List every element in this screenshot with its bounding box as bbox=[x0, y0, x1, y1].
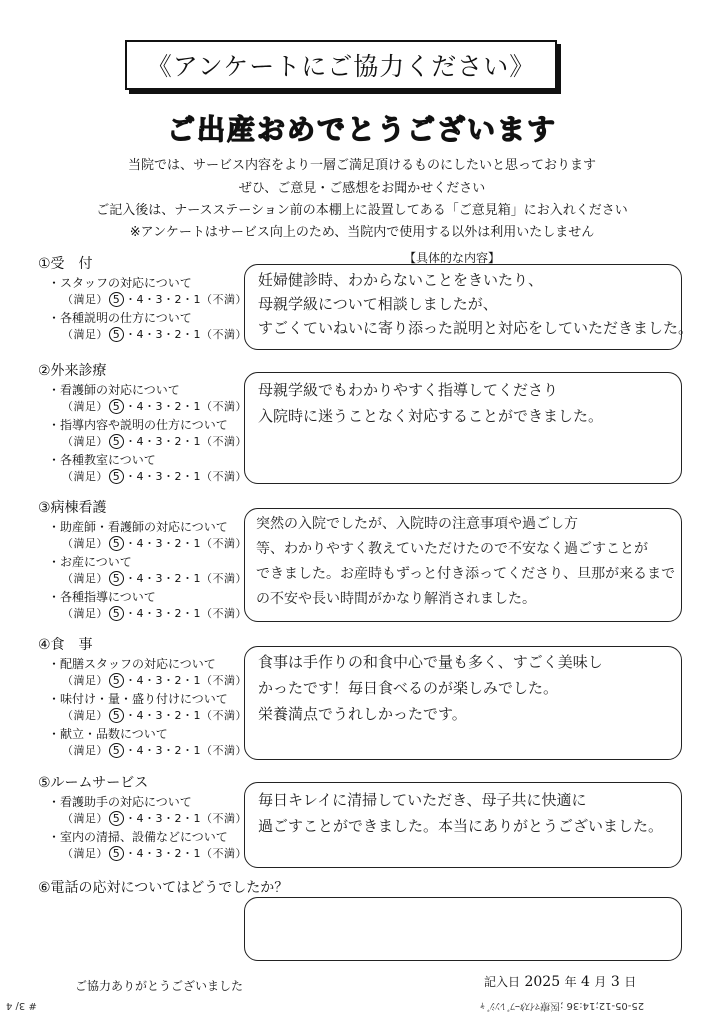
handwritten-comment: かったです！毎日食べるのが楽しみでした。 bbox=[258, 679, 559, 697]
question-label: ・助産師・看護師の対応について bbox=[48, 520, 228, 534]
rating-row[interactable]: （満足） 5 ・4・3・2・1（不満） bbox=[62, 328, 247, 341]
question-label: ・看護師の対応について bbox=[48, 383, 180, 397]
entry-date: 記入日 2025 年 4 月 3 日 bbox=[484, 974, 637, 990]
handwritten-comment: 食事は手作りの和食中心で量も多く、すごく美味し bbox=[258, 653, 603, 671]
handwritten-comment: すごくていねいに寄り添った説明と対応をしていただきました。 bbox=[258, 319, 694, 337]
section-title: ②外来診療 bbox=[38, 363, 107, 379]
rating-selected: 5 bbox=[109, 399, 124, 414]
rating-selected: 5 bbox=[109, 327, 124, 342]
handwritten-comment: できました。お産時もずっと付き添ってくださり、旦那が来るまで bbox=[256, 566, 676, 582]
section-title: ⑤ルームサービス bbox=[38, 775, 149, 791]
rating-row[interactable]: （満足） 5 ・4・3・2・1（不満） bbox=[62, 607, 247, 620]
section-title: ④食 事 bbox=[38, 637, 93, 653]
intro-line: ぜひ、ご意見・ご感想をお聞かせください bbox=[238, 181, 486, 196]
rating-row[interactable]: （満足） 5 ・4・3・2・1（不満） bbox=[62, 709, 247, 722]
fax-header-stamp: # 3/ 4 bbox=[6, 1000, 37, 1011]
section-title: ⑥電話の応対についてはどうでしたか？ bbox=[38, 880, 289, 896]
rating-selected: 5 bbox=[109, 708, 124, 723]
comment-box[interactable] bbox=[244, 897, 682, 961]
question-label: ・指導内容や説明の仕方について bbox=[48, 418, 228, 432]
fax-header-stamp: 25-05-12;14:36 ;医療ﾏｲｽﾀｰﾌﾞﾚﾝｼﾞｬ bbox=[480, 1000, 645, 1011]
question-label: ・配膳スタッフの対応について bbox=[48, 657, 216, 671]
rating-selected: 5 bbox=[109, 606, 124, 621]
question-label: ・各種指導について bbox=[48, 590, 156, 604]
question-label: ・室内の清掃、設備などについて bbox=[48, 830, 228, 844]
rating-selected: 5 bbox=[109, 811, 124, 826]
rating-selected: 5 bbox=[109, 846, 124, 861]
question-label: ・お産について bbox=[48, 555, 132, 569]
rating-row[interactable]: （満足） 5 ・4・3・2・1（不満） bbox=[62, 847, 247, 860]
thanks-text: ご協力ありがとうございました bbox=[75, 979, 244, 993]
rating-selected: 5 bbox=[109, 469, 124, 484]
rating-row[interactable]: （満足） 5 ・4・3・2・1（不満） bbox=[62, 293, 247, 306]
intro-line: ご記入後は、ナースステーション前の本棚上に設置してある「ご意見箱」にお入れください bbox=[96, 203, 628, 218]
handwritten-comment: 母親学級について相談しましたが、 bbox=[258, 295, 498, 313]
handwritten-comment: 妊婦健診時、わからないことをきいたり、 bbox=[258, 271, 544, 289]
rating-row[interactable]: （満足） 5 ・4・3・2・1（不満） bbox=[62, 470, 247, 483]
question-label: ・味付け・量・盛り付けについて bbox=[48, 692, 228, 706]
survey-title: 《アンケートにご協力ください》 bbox=[125, 40, 557, 90]
rating-row[interactable]: （満足） 5 ・4・3・2・1（不満） bbox=[62, 435, 247, 448]
handwritten-comment: 過ごすことができました。本当にありがとうございました。 bbox=[258, 817, 664, 835]
handwritten-comment: 毎日キレイに清掃していただき、母子共に快適に bbox=[258, 791, 587, 809]
question-label: ・各種教室について bbox=[48, 453, 156, 467]
detail-label: 【具体的な内容】 bbox=[404, 251, 501, 265]
rating-row[interactable]: （満足） 5 ・4・3・2・1（不満） bbox=[62, 812, 247, 825]
question-label: ・各種説明の仕方について bbox=[48, 311, 192, 325]
rating-selected: 5 bbox=[109, 536, 124, 551]
rating-row[interactable]: （満足） 5 ・4・3・2・1（不満） bbox=[62, 400, 247, 413]
rating-selected: 5 bbox=[109, 292, 124, 307]
section-title: ③病棟看護 bbox=[38, 500, 107, 516]
rating-row[interactable]: （満足） 5 ・4・3・2・1（不満） bbox=[62, 674, 247, 687]
handwritten-comment: 栄養満点でうれしかったです。 bbox=[258, 705, 467, 723]
congratulations-heading: ご出産おめでとうございます bbox=[166, 113, 557, 146]
handwritten-comment: 母親学級でもわかりやすく指導してくださり bbox=[258, 381, 559, 399]
question-label: ・看護助手の対応について bbox=[48, 795, 192, 809]
rating-row[interactable]: （満足） 5 ・4・3・2・1（不満） bbox=[62, 537, 247, 550]
rating-row[interactable]: （満足） 5 ・4・3・2・1（不満） bbox=[62, 572, 247, 585]
rating-selected: 5 bbox=[109, 673, 124, 688]
rating-selected: 5 bbox=[109, 434, 124, 449]
question-label: ・スタッフの対応について bbox=[48, 276, 192, 290]
rating-selected: 5 bbox=[109, 571, 124, 586]
question-label: ・献立・品数について bbox=[48, 727, 168, 741]
intro-line: ※アンケートはサービス向上のため、当院内で使用する以外は利用いたしません bbox=[129, 225, 595, 240]
intro-line: 当院では、サービス内容をより一層ご満足頂けるものにしたいと思っております bbox=[127, 158, 596, 173]
handwritten-comment: 等、わかりやすく教えていただけたので不安なく過ごすことが bbox=[256, 541, 648, 557]
section-title: ①受 付 bbox=[38, 256, 93, 272]
handwritten-comment: 突然の入院でしたが、入院時の注意事項や過ごし方 bbox=[256, 516, 578, 532]
rating-selected: 5 bbox=[109, 743, 124, 758]
handwritten-comment: の不安や長い時間がかなり解消されました。 bbox=[256, 591, 536, 607]
handwritten-comment: 入院時に迷うことなく対応することができました。 bbox=[258, 407, 604, 425]
rating-row[interactable]: （満足） 5 ・4・3・2・1（不満） bbox=[62, 744, 247, 757]
